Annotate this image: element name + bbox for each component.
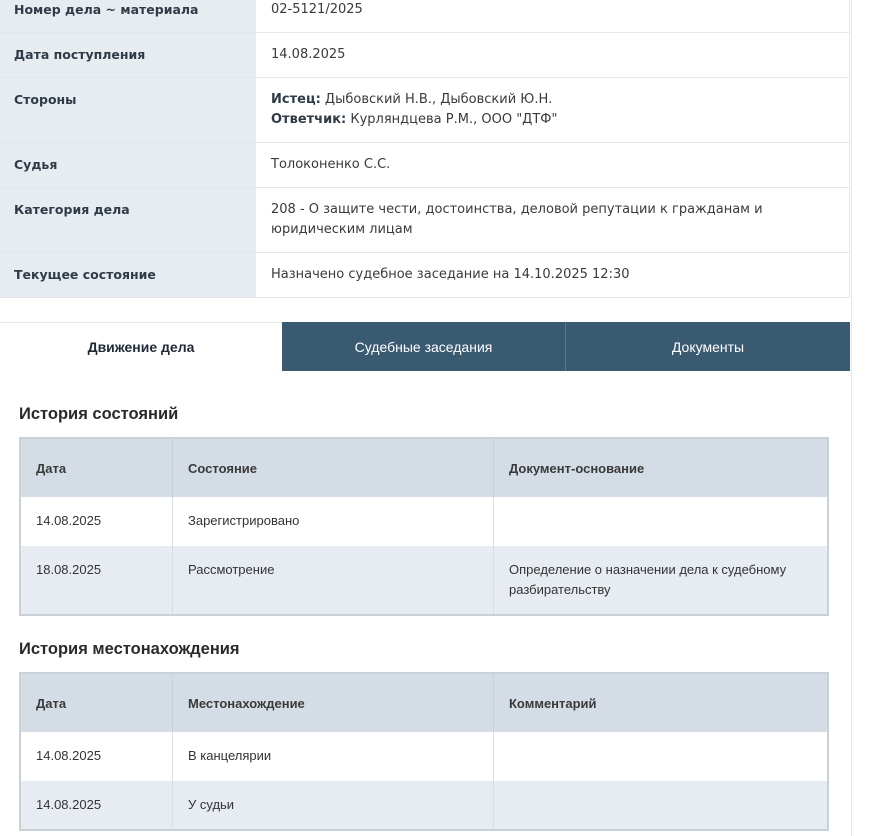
table-row bbox=[20, 732, 828, 781]
status-history-table bbox=[19, 437, 829, 616]
judge-value: Толоконенко С.С. bbox=[271, 157, 391, 172]
info-label: Дата поступления bbox=[14, 47, 146, 62]
info-row-received-date bbox=[0, 33, 850, 78]
info-label: Текущее состояние bbox=[14, 267, 156, 282]
tab-documents[interactable]: Документы bbox=[566, 322, 850, 371]
status-history-title: История состояний bbox=[19, 405, 179, 423]
defendant-label: Ответчик: bbox=[271, 112, 347, 127]
tab-court-hearings[interactable]: Судебные заседания bbox=[282, 322, 566, 371]
defendant-value: Курляндцева Р.М., ООО "ДТФ" bbox=[350, 112, 558, 127]
column-header-comment: Комментарий bbox=[494, 673, 829, 732]
column-header-status: Состояние bbox=[173, 438, 494, 497]
cell-location: В канцелярии bbox=[173, 732, 494, 781]
column-header-basis-document: Документ-основание bbox=[494, 438, 829, 497]
info-label: Категория дела bbox=[14, 202, 130, 217]
defendant-line bbox=[271, 110, 835, 130]
info-row-case-number bbox=[0, 0, 850, 33]
cell-date: 14.08.2025 bbox=[20, 781, 173, 830]
cell-date: 14.08.2025 bbox=[20, 497, 173, 546]
info-row-category bbox=[0, 188, 850, 253]
location-history-table bbox=[19, 672, 829, 831]
tab-case-movement[interactable]: Движение дела bbox=[0, 322, 282, 371]
cell-date: 14.08.2025 bbox=[20, 732, 173, 781]
cell-date: 18.08.2025 bbox=[20, 546, 173, 615]
cell-basis-document: Определение о назначении дела к судебному разбирательству bbox=[494, 546, 829, 615]
table-header-row bbox=[20, 438, 828, 497]
category-value: 208 - О защите чести, достоинства, деловой репутации к гражданам и юридическим лицам bbox=[271, 202, 763, 237]
cell-basis-document bbox=[494, 497, 829, 546]
plaintiff-label: Истец: bbox=[271, 92, 321, 107]
table-row bbox=[20, 781, 828, 830]
info-label: Судья bbox=[14, 157, 58, 172]
cell-comment bbox=[494, 781, 829, 830]
info-label: Номер дела ~ материала bbox=[14, 2, 199, 17]
status-value: Назначено судебное заседание на 14.10.2025 12:30 bbox=[271, 267, 630, 282]
location-history-title: История местонахождения bbox=[19, 640, 240, 658]
cell-status: Рассмотрение bbox=[173, 546, 494, 615]
case-info-table bbox=[0, 0, 850, 298]
column-header-location: Местонахождение bbox=[173, 673, 494, 732]
plaintiff-value: Дыбовский Н.В., Дыбовский Ю.Н. bbox=[324, 92, 553, 107]
cell-status: Зарегистрировано bbox=[173, 497, 494, 546]
info-row-parties bbox=[0, 78, 850, 143]
info-row-status bbox=[0, 253, 850, 298]
plaintiff-line bbox=[271, 90, 835, 110]
cell-location: У судьи bbox=[173, 781, 494, 830]
received-date-value: 14.08.2025 bbox=[271, 47, 346, 62]
info-row-judge bbox=[0, 143, 850, 188]
case-number-value: 02-5121/2025 bbox=[271, 2, 363, 17]
info-label: Стороны bbox=[14, 92, 77, 107]
table-row bbox=[20, 497, 828, 546]
case-tabs bbox=[0, 322, 850, 371]
table-header-row bbox=[20, 673, 828, 732]
column-header-date: Дата bbox=[20, 438, 173, 497]
table-row bbox=[20, 546, 828, 615]
cell-comment bbox=[494, 732, 829, 781]
column-header-date: Дата bbox=[20, 673, 173, 732]
